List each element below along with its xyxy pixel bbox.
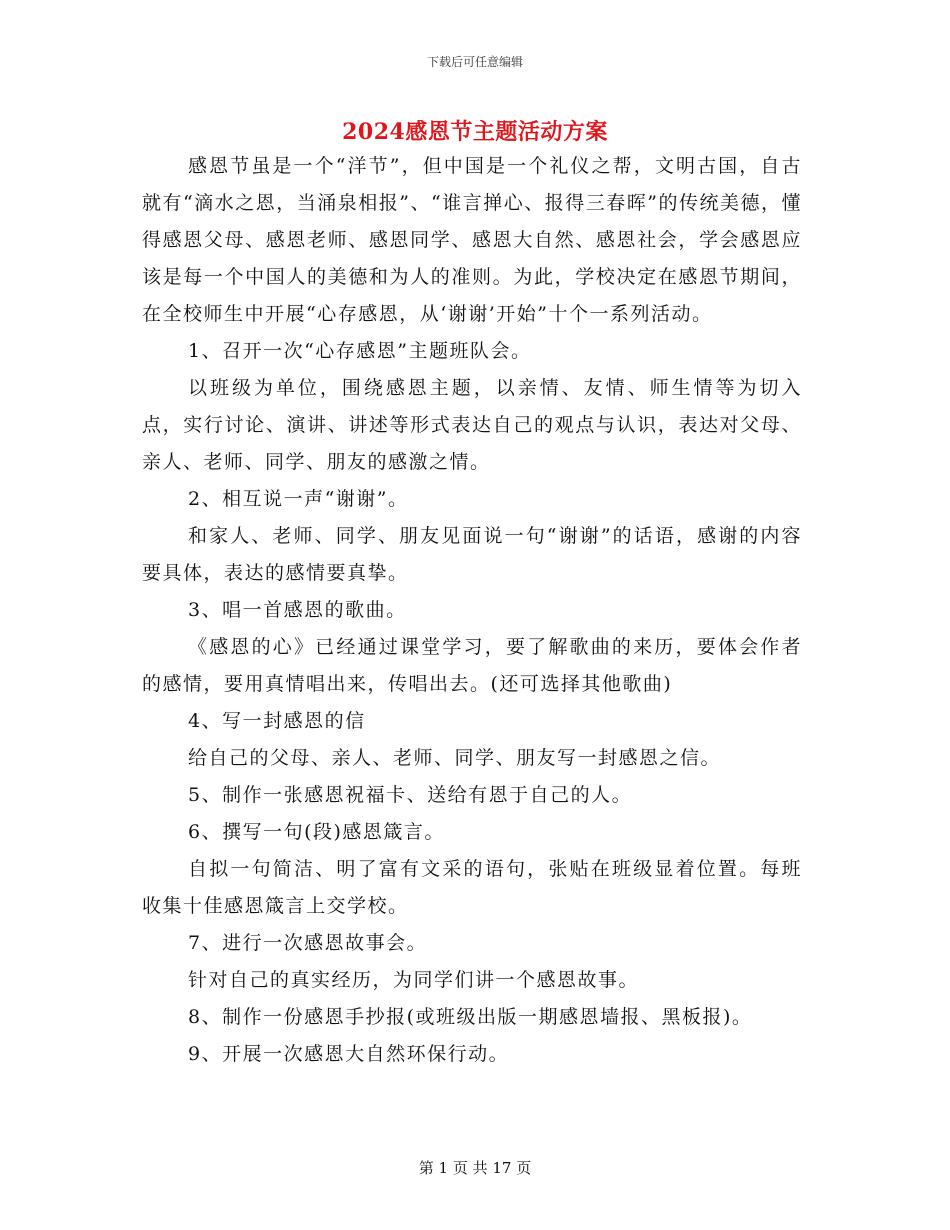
activity-description-7: 针对自己的真实经历，为同学们讲一个感恩故事。 — [188, 969, 640, 991]
intro-paragraph: 感恩节虽是一个“洋节”，但中国是一个礼仪之帮，文明古国，自古就有“滴水之恩，当涌泉相报”、“谁言掸心、报得三春晖”的传统美德，懂得感恩父母、感恩老师、感恩同学、感恩大自然、感恩社会，学会感恩应该是每一个中国人的美德和为人的准则。为此，学校决定在感恩节期间，在全校师生中开展“心存感恩，从‘谢谢’开始”十个一系列活动。 — [142, 155, 802, 325]
activity-heading-1: 1、召开一次“心存感恩”主题班队会。 — [188, 340, 532, 362]
activity-heading-3: 3、唱一首感恩的歌曲。 — [188, 599, 407, 621]
document-title: 2024感恩节主题活动方案 — [342, 119, 608, 145]
activity-heading-2: 2、相互说一声“谢谢”。 — [188, 488, 409, 510]
activity-description-4: 给自己的父母、亲人、老师、同学、朋友写一封感恩之信。 — [188, 747, 722, 769]
activity-description-1: 以班级为单位，围绕感恩主题，以亲情、友情、师生情等为切入点，实行讨论、演讲、讲述等形式表达自己的观点与认识，表达对父母、亲人、老师、同学、朋友的感激之情。 — [142, 377, 802, 473]
activity-heading-8: 8、制作一份感恩手抄报(或班级出版一期感恩墙报、黑板报)。 — [188, 1006, 753, 1028]
activity-heading-5: 5、制作一张感恩祝福卡、送给有恩于自己的人。 — [188, 784, 633, 806]
activity-description-3: 《感恩的心》已经通过课堂学习，要了解歌曲的来历，要体会作者的感情，要用真情唱出来，传唱出去。(还可选择其他歌曲) — [142, 636, 802, 695]
activity-heading-6: 6、撰写一句(段)感恩箴言。 — [188, 821, 445, 843]
page-header: 下载后可任意编辑 — [426, 55, 523, 69]
activity-heading-7: 7、进行一次感恩故事会。 — [188, 932, 428, 954]
activity-description-2: 和家人、老师、同学、朋友见面说一句“谢谢”的话语，感谢的内容要具体，表达的感情要真挚。 — [142, 525, 802, 584]
document-body — [142, 148, 802, 1073]
page-footer: 第 1 页 共 17 页 — [418, 1159, 532, 1177]
activity-heading-9: 9、开展一次感恩大自然环保行动。 — [188, 1043, 510, 1065]
activity-description-6: 自拟一句简洁、明了富有文采的语句，张贴在班级显着位置。每班收集十佳感恩箴言上交学校。 — [142, 858, 802, 917]
activity-heading-4: 4、写一封感恩的信 — [188, 710, 366, 732]
